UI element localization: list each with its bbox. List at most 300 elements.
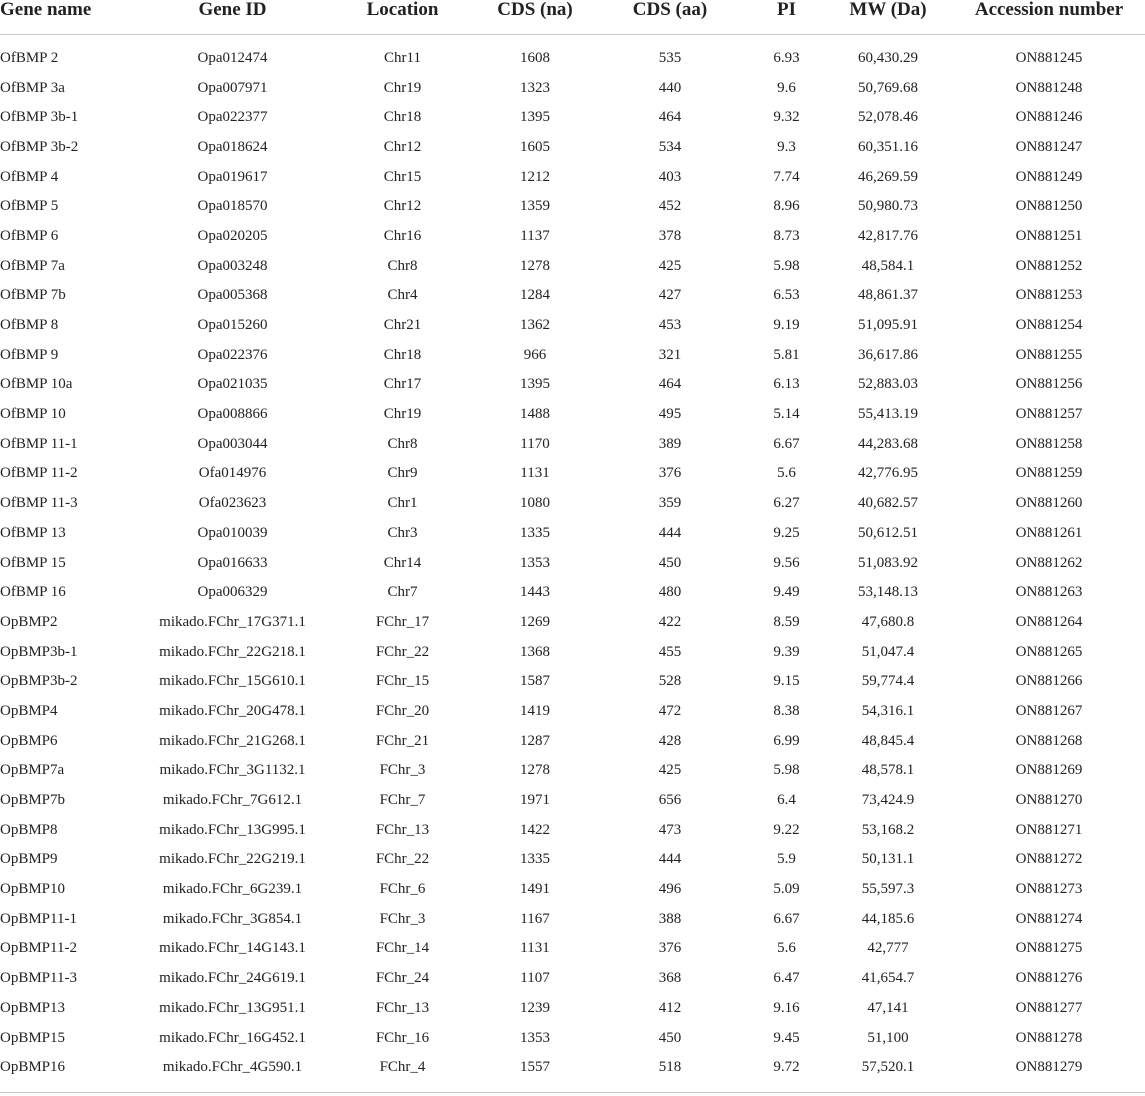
cell-accession-number: ON881278	[1015, 1029, 1083, 1046]
cell-cds-na: 1362	[520, 317, 550, 334]
cell-gene-name: OfBMP 16	[0, 584, 66, 601]
cell-cds-aa: 472	[658, 702, 682, 719]
cell-accession-number: ON881273	[1015, 881, 1083, 898]
cell-pi: 5.98	[773, 762, 800, 779]
cell-mw: 50,769.68	[858, 79, 918, 96]
table-row	[0, 607, 1145, 637]
cell-cds-aa: 450	[658, 1029, 682, 1046]
cell-gene-name: OpBMP3b-2	[0, 673, 78, 690]
cell-accession-number: ON881272	[1015, 851, 1083, 868]
cell-mw: 44,185.6	[861, 910, 915, 927]
cell-mw: 42,776.95	[858, 465, 918, 482]
cell-gene-id: Opa018570	[197, 198, 268, 215]
cell-cds-na: 1335	[520, 851, 550, 868]
cell-mw: 57,520.1	[823, 1052, 953, 1092]
cell-cds-na: 1323	[520, 79, 550, 96]
cell-location: Chr19	[383, 406, 422, 423]
cell-accession-number: ON881250	[1015, 198, 1083, 215]
cell-cds-aa: 368	[658, 970, 682, 987]
cell-accession-number: ON881271	[1015, 821, 1083, 838]
cell-location: Chr9	[387, 465, 418, 482]
cell-location: Chr18	[383, 109, 422, 126]
cell-location: Chr8	[387, 435, 418, 452]
cell-gene-id: Opa022376	[197, 346, 268, 363]
cell-pi: 8.38	[773, 702, 800, 719]
cell-cds-na: 1212	[520, 168, 550, 185]
cell-cds-aa: 425	[658, 762, 682, 779]
cell-gene-id: Opa021035	[197, 376, 268, 393]
cell-mw: 73,424.9	[861, 792, 915, 809]
cell-cds-na: 1107	[520, 970, 550, 987]
cell-cds-na: 1608	[520, 49, 550, 66]
cell-pi: 9.6	[777, 79, 796, 96]
cell-mw: 48,845.4	[861, 732, 915, 749]
cell-pi: 5.9	[777, 851, 796, 868]
cell-pi: 6.27	[773, 495, 800, 512]
cell-gene-id: mikado.FChr_20G478.1	[159, 702, 306, 719]
cell-gene-name: OfBMP 10a	[0, 376, 73, 393]
cell-gene-name: OfBMP 7a	[0, 257, 65, 274]
cell-cds-aa: 440	[658, 79, 682, 96]
cell-gene-id: Opa008866	[197, 406, 268, 423]
header-row	[0, 0, 1145, 35]
cell-pi: 9.49	[773, 584, 800, 601]
cell-cds-aa: 480	[658, 584, 682, 601]
cell-mw: 48,861.37	[858, 287, 918, 304]
cell-cds-aa: 428	[658, 732, 682, 749]
cell-pi: 5.6	[777, 465, 796, 482]
cell-gene-id: mikado.FChr_13G951.1	[159, 999, 306, 1016]
cell-accession-number: ON881255	[1015, 346, 1083, 363]
header-gene-id: Gene ID	[140, 0, 325, 35]
table-row	[0, 162, 1145, 192]
cell-mw: 51,095.91	[858, 317, 918, 334]
cell-pi: 6.93	[773, 49, 800, 66]
cell-pi: 8.59	[773, 613, 800, 630]
cell-cds-aa: 444	[658, 524, 682, 541]
header-accession-number: Accession number	[953, 0, 1145, 35]
cell-pi: 6.67	[773, 910, 800, 927]
cell-gene-id: mikado.FChr_7G612.1	[162, 792, 303, 809]
cell-mw: 52,078.46	[858, 109, 918, 126]
table-row	[0, 251, 1145, 281]
cell-gene-name: OfBMP 11-2	[0, 465, 78, 482]
cell-gene-name: OpBMP11-3	[0, 970, 77, 987]
cell-gene-name: OfBMP 2	[0, 49, 59, 66]
cell-accession-number: ON881279	[953, 1052, 1145, 1092]
cell-location: FChr_15	[375, 673, 430, 690]
cell-cds-na: 966	[523, 346, 547, 363]
cell-gene-name: OfBMP 13	[0, 524, 66, 541]
cell-accession-number: ON881276	[1015, 970, 1083, 987]
cell-pi: 5.09	[773, 881, 800, 898]
cell-pi: 9.39	[773, 643, 800, 660]
table-row	[0, 845, 1145, 875]
cell-cds-aa: 496	[658, 881, 682, 898]
cell-mw: 55,597.3	[861, 881, 915, 898]
cell-cds-aa: 412	[658, 999, 682, 1016]
cell-accession-number: ON881253	[1015, 287, 1083, 304]
cell-pi: 6.47	[773, 970, 800, 987]
cell-accession-number: ON881256	[1015, 376, 1083, 393]
cell-accession-number: ON881270	[1015, 792, 1083, 809]
cell-gene-id: mikado.FChr_4G590.1	[140, 1052, 325, 1092]
cell-pi: 9.3	[777, 138, 796, 155]
cell-accession-number: ON881258	[1015, 435, 1083, 452]
cell-accession-number: ON881269	[1015, 762, 1083, 779]
cell-location: Chr7	[387, 584, 418, 601]
cell-gene-name: OfBMP 3a	[0, 79, 65, 96]
cell-pi: 9.32	[773, 109, 800, 126]
cell-accession-number: ON881268	[1015, 732, 1083, 749]
cell-accession-number: ON881259	[1015, 465, 1083, 482]
cell-location: Chr8	[387, 257, 418, 274]
table-row	[0, 488, 1145, 518]
cell-pi: 9.45	[773, 1029, 800, 1046]
cell-cds-na: 1278	[520, 762, 550, 779]
cell-cds-aa: 321	[658, 346, 682, 363]
cell-location: FChr_3	[379, 910, 426, 927]
cell-gene-name: OfBMP 7b	[0, 287, 66, 304]
cell-gene-name: OfBMP 15	[0, 554, 66, 571]
cell-location: FChr_13	[375, 821, 430, 838]
cell-location: FChr_3	[379, 762, 426, 779]
cell-cds-aa: 464	[658, 376, 682, 393]
cell-cds-aa: 425	[658, 257, 682, 274]
cell-mw: 50,980.73	[858, 198, 918, 215]
cell-cds-na: 1167	[520, 910, 550, 927]
cell-cds-na: 1137	[520, 227, 550, 244]
table-row	[0, 429, 1145, 459]
table-row	[0, 370, 1145, 400]
cell-location: Chr16	[383, 227, 422, 244]
table-row	[0, 785, 1145, 815]
cell-mw: 46,269.59	[858, 168, 918, 185]
cell-gene-name: OpBMP13	[0, 999, 66, 1016]
cell-gene-name: OpBMP11-1	[0, 910, 77, 927]
cell-accession-number: ON881274	[1015, 910, 1083, 927]
cell-cds-aa: 427	[658, 287, 682, 304]
cell-gene-id: Opa007971	[197, 79, 268, 96]
cell-cds-aa: 389	[658, 435, 682, 452]
cell-cds-aa: 403	[658, 168, 682, 185]
table-row	[0, 221, 1145, 251]
cell-gene-name: OpBMP7b	[0, 792, 66, 809]
cell-cds-aa: 455	[658, 643, 682, 660]
cell-gene-id: mikado.FChr_14G143.1	[159, 940, 306, 957]
cell-cds-na: 1287	[520, 732, 550, 749]
cell-pi: 8.96	[773, 198, 800, 215]
cell-cds-aa: 359	[658, 495, 682, 512]
cell-cds-na: 1278	[520, 257, 550, 274]
table-header	[0, 0, 1145, 35]
cell-accession-number: ON881275	[1015, 940, 1083, 957]
cell-cds-na: 1587	[520, 673, 550, 690]
cell-cds-na: 1422	[520, 821, 550, 838]
table-row	[0, 310, 1145, 340]
cell-cds-aa: 535	[658, 49, 682, 66]
cell-cds-aa: 518	[590, 1052, 750, 1092]
cell-cds-na: 1239	[520, 999, 550, 1016]
cell-gene-name: OfBMP 3b-2	[0, 138, 79, 155]
cell-gene-id: Opa003248	[197, 257, 268, 274]
cell-mw: 48,578.1	[861, 762, 915, 779]
cell-cds-aa: 444	[658, 851, 682, 868]
cell-location: Chr12	[383, 198, 422, 215]
cell-cds-na: 1131	[520, 465, 550, 482]
cell-gene-id: Opa005368	[197, 287, 268, 304]
cell-location: FChr_14	[375, 940, 430, 957]
table-row	[0, 399, 1145, 429]
cell-cds-na: 1395	[520, 109, 550, 126]
cell-location: FChr_17	[375, 613, 430, 630]
header-gene-name: Gene name	[0, 0, 140, 35]
cell-accession-number: ON881265	[1015, 643, 1083, 660]
cell-mw: 47,680.8	[861, 613, 915, 630]
cell-gene-name: OfBMP 4	[0, 168, 59, 185]
cell-location: Chr1	[387, 495, 418, 512]
cell-location: FChr_16	[375, 1029, 430, 1046]
cell-accession-number: ON881248	[1015, 79, 1083, 96]
table-row	[0, 696, 1145, 726]
table-row	[0, 340, 1145, 370]
cell-accession-number: ON881277	[1015, 999, 1083, 1016]
cell-location: FChr_6	[379, 881, 426, 898]
cell-accession-number: ON881264	[1015, 613, 1083, 630]
table-body	[0, 35, 1145, 1093]
cell-cds-aa: 376	[658, 940, 682, 957]
table-row	[0, 904, 1145, 934]
cell-gene-name: OpBMP8	[0, 821, 58, 838]
cell-location: Chr21	[383, 317, 422, 334]
cell-mw: 54,316.1	[861, 702, 915, 719]
cell-location: FChr_7	[379, 792, 426, 809]
cell-accession-number: ON881252	[1015, 257, 1083, 274]
header-pi: PI	[750, 0, 823, 35]
cell-cds-na: 1269	[520, 613, 550, 630]
cell-location: FChr_22	[375, 643, 430, 660]
cell-accession-number: ON881249	[1015, 168, 1083, 185]
cell-gene-name: OfBMP 11-3	[0, 495, 78, 512]
cell-gene-id: mikado.FChr_15G610.1	[159, 673, 306, 690]
cell-accession-number: ON881245	[1015, 49, 1083, 66]
cell-cds-aa: 528	[658, 673, 682, 690]
cell-mw: 53,148.13	[858, 584, 918, 601]
table-row	[0, 132, 1145, 162]
table-row	[0, 548, 1145, 578]
cell-cds-na: 1284	[520, 287, 550, 304]
cell-mw: 50,612.51	[858, 524, 918, 541]
cell-gene-name: OfBMP 8	[0, 317, 59, 334]
cell-gene-id: Opa010039	[197, 524, 268, 541]
cell-gene-id: mikado.FChr_3G854.1	[162, 910, 303, 927]
table-row	[0, 666, 1145, 696]
cell-location: Chr15	[383, 168, 422, 185]
cell-mw: 51,047.4	[861, 643, 915, 660]
cell-gene-id: Opa019617	[197, 168, 268, 185]
table-row	[0, 459, 1145, 489]
cell-pi: 9.72	[750, 1052, 823, 1092]
cell-gene-id: Ofa023623	[198, 495, 267, 512]
cell-location: Chr11	[384, 49, 421, 66]
cell-cds-aa: 450	[658, 554, 682, 571]
table-row	[0, 993, 1145, 1023]
cell-accession-number: ON881266	[1015, 673, 1083, 690]
cell-location: FChr_13	[375, 999, 430, 1016]
table-row	[0, 102, 1145, 132]
cell-cds-na: 1971	[520, 792, 550, 809]
table-row	[0, 756, 1145, 786]
cell-gene-id: Opa016633	[197, 554, 268, 571]
header-location: Location	[325, 0, 480, 35]
cell-accession-number: ON881254	[1015, 317, 1083, 334]
cell-mw: 36,617.86	[858, 346, 918, 363]
cell-cds-na: 1170	[520, 435, 550, 452]
cell-pi: 8.73	[773, 227, 800, 244]
cell-gene-name: OpBMP9	[0, 851, 58, 868]
cell-cds-aa: 388	[658, 910, 682, 927]
cell-gene-id: Ofa014976	[198, 465, 267, 482]
cell-mw: 60,351.16	[858, 138, 918, 155]
cell-accession-number: ON881262	[1015, 554, 1083, 571]
cell-pi: 6.99	[773, 732, 800, 749]
cell-gene-id: mikado.FChr_21G268.1	[159, 732, 306, 749]
cell-mw: 55,413.19	[858, 406, 918, 423]
cell-mw: 51,083.92	[858, 554, 918, 571]
cell-cds-aa: 453	[658, 317, 682, 334]
table-row	[0, 815, 1145, 845]
cell-gene-id: mikado.FChr_17G371.1	[159, 613, 306, 630]
cell-cds-na: 1491	[520, 881, 550, 898]
cell-gene-name: OpBMP15	[0, 1029, 66, 1046]
cell-mw: 42,817.76	[858, 227, 918, 244]
cell-location: Chr19	[383, 79, 422, 96]
cell-gene-name: OfBMP 5	[0, 198, 59, 215]
cell-gene-name: OpBMP11-2	[0, 940, 77, 957]
cell-accession-number: ON881246	[1015, 109, 1083, 126]
cell-accession-number: ON881257	[1015, 406, 1083, 423]
cell-cds-na: 1557	[480, 1052, 590, 1092]
cell-location: FChr_24	[375, 970, 430, 987]
cell-cds-aa: 495	[658, 406, 682, 423]
cell-accession-number: ON881263	[1015, 584, 1083, 601]
cell-location: FChr_22	[375, 851, 430, 868]
cell-pi: 6.13	[773, 376, 800, 393]
cell-location: Chr17	[383, 376, 422, 393]
table-row	[0, 1023, 1145, 1053]
cell-location: Chr3	[387, 524, 418, 541]
cell-gene-id: Opa018624	[197, 138, 268, 155]
cell-pi: 5.6	[777, 940, 796, 957]
cell-gene-name: OfBMP 6	[0, 227, 59, 244]
cell-mw: 52,883.03	[858, 376, 918, 393]
table-row	[0, 726, 1145, 756]
cell-gene-id: mikado.FChr_16G452.1	[159, 1029, 306, 1046]
cell-mw: 50,131.1	[861, 851, 915, 868]
cell-cds-aa: 534	[658, 138, 682, 155]
cell-gene-name: OpBMP4	[0, 702, 58, 719]
cell-gene-name: OpBMP7a	[0, 762, 65, 779]
cell-pi: 6.4	[777, 792, 796, 809]
cell-mw: 42,777	[867, 940, 909, 957]
cell-gene-name: OpBMP16	[0, 1052, 140, 1092]
table-row	[0, 281, 1145, 311]
header-cds-na: CDS (na)	[480, 0, 590, 35]
cell-accession-number: ON881261	[1015, 524, 1083, 541]
cell-gene-id: Opa020205	[197, 227, 268, 244]
cell-mw: 59,774.4	[861, 673, 915, 690]
cell-gene-name: OpBMP3b-1	[0, 643, 78, 660]
cell-cds-aa: 656	[658, 792, 682, 809]
cell-gene-id: mikado.FChr_22G219.1	[159, 851, 306, 868]
cell-pi: 5.81	[773, 346, 800, 363]
cell-accession-number: ON881251	[1015, 227, 1083, 244]
table-row	[0, 518, 1145, 548]
cell-cds-aa: 376	[658, 465, 682, 482]
table-row	[0, 934, 1145, 964]
cell-cds-aa: 378	[658, 227, 682, 244]
cell-cds-na: 1080	[520, 495, 550, 512]
cell-gene-id: mikado.FChr_3G1132.1	[159, 762, 306, 779]
cell-cds-na: 1368	[520, 643, 550, 660]
table-row	[0, 73, 1145, 103]
cell-location: FChr_21	[375, 732, 430, 749]
table-row	[0, 577, 1145, 607]
cell-pi: 9.16	[773, 999, 800, 1016]
cell-mw: 48,584.1	[861, 257, 915, 274]
cell-pi: 9.56	[773, 554, 800, 571]
cell-gene-id: Opa012474	[197, 49, 268, 66]
header-mw: MW (Da)	[823, 0, 953, 35]
cell-cds-na: 1443	[520, 584, 550, 601]
cell-pi: 7.74	[773, 168, 800, 185]
cell-cds-aa: 422	[658, 613, 682, 630]
cell-gene-name: OpBMP2	[0, 613, 58, 630]
cell-gene-name: OfBMP 9	[0, 346, 59, 363]
cell-location: Chr18	[383, 346, 422, 363]
cell-location: Chr4	[387, 287, 418, 304]
cell-cds-aa: 473	[658, 821, 682, 838]
cell-gene-name: OfBMP 11-1	[0, 435, 78, 452]
cell-gene-id: mikado.FChr_6G239.1	[162, 881, 303, 898]
cell-pi: 9.19	[773, 317, 800, 334]
cell-cds-na: 1359	[520, 198, 550, 215]
cell-accession-number: ON881247	[1015, 138, 1083, 155]
cell-cds-na: 1353	[520, 1029, 550, 1046]
cell-mw: 60,430.29	[858, 49, 918, 66]
cell-gene-name: OpBMP10	[0, 881, 66, 898]
cell-location: FChr_20	[375, 702, 430, 719]
cell-cds-na: 1605	[520, 138, 550, 155]
cell-pi: 6.53	[773, 287, 800, 304]
cell-mw: 44,283.68	[858, 435, 918, 452]
cell-cds-na: 1335	[520, 524, 550, 541]
cell-accession-number: ON881267	[1015, 702, 1083, 719]
cell-gene-id: Opa022377	[197, 109, 268, 126]
cell-gene-id: mikado.FChr_22G218.1	[159, 643, 306, 660]
cell-gene-id: mikado.FChr_13G995.1	[159, 821, 306, 838]
cell-pi: 6.67	[773, 435, 800, 452]
cell-pi: 9.22	[773, 821, 800, 838]
cell-mw: 40,682.57	[858, 495, 918, 512]
cell-pi: 5.14	[773, 406, 800, 423]
cell-gene-name: OfBMP 3b-1	[0, 109, 79, 126]
cell-pi: 9.15	[773, 673, 800, 690]
cell-mw: 53,168.2	[861, 821, 915, 838]
table-row	[0, 963, 1145, 993]
cell-gene-id: mikado.FChr_24G619.1	[159, 970, 306, 987]
cell-gene-id: Opa003044	[197, 435, 268, 452]
